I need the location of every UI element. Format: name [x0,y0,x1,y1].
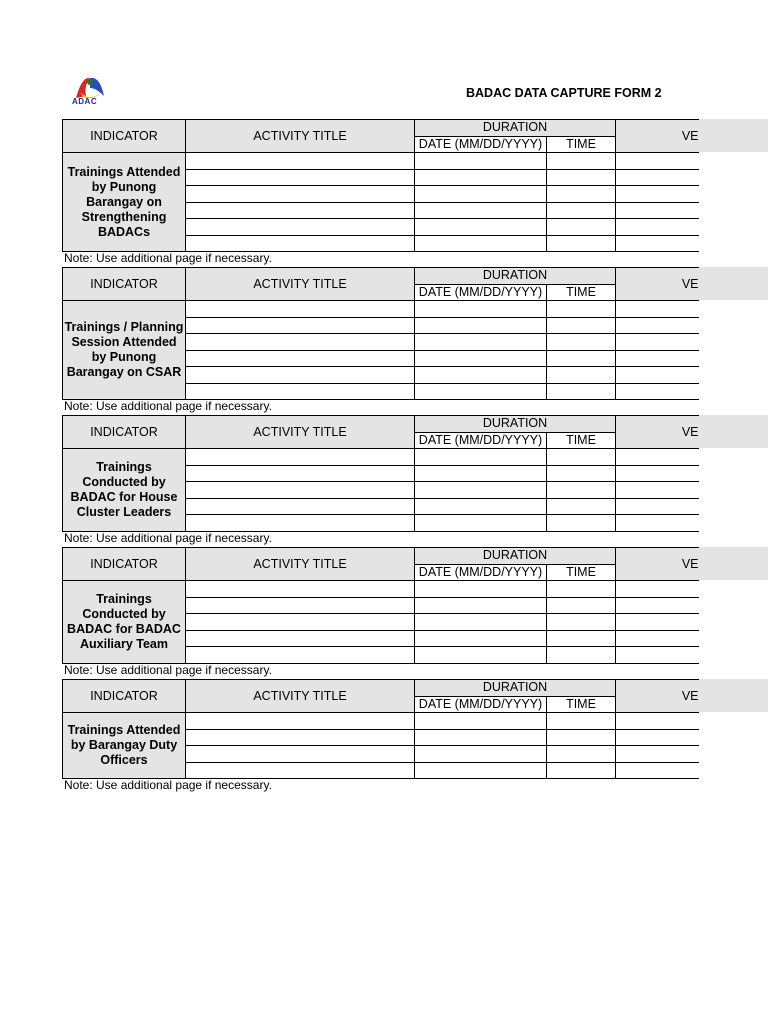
verification-field[interactable] [616,301,699,318]
section-5 [62,679,699,779]
verification-field[interactable] [616,449,699,466]
date-header: DATE (MM/DD/YYYY) [415,564,547,581]
verification-field[interactable] [616,614,699,631]
verification-header: VE [616,680,699,713]
verification-field[interactable] [616,762,699,779]
verification-field[interactable] [616,219,699,236]
logo-text: ADAC [72,97,98,106]
date-field[interactable] [415,317,547,334]
time-field[interactable] [547,614,616,631]
time-field[interactable] [547,334,616,351]
activity-title-field[interactable] [186,581,415,598]
verification-field[interactable] [616,383,699,400]
verification-field[interactable] [616,630,699,647]
time-field[interactable] [547,482,616,499]
date-field[interactable] [415,465,547,482]
date-field[interactable] [415,153,547,170]
activity-title-field[interactable] [186,729,415,746]
verification-field[interactable] [616,317,699,334]
indicator-header: INDICATOR [63,548,186,581]
time-field[interactable] [547,301,616,318]
time-header: TIME [547,284,616,301]
date-field[interactable] [415,202,547,219]
verification-field[interactable] [616,235,699,252]
verification-header: VE [616,268,699,301]
verification-field[interactable] [616,746,699,763]
section-2 [62,267,699,400]
activity-title-field[interactable] [186,465,415,482]
indicator-cell: Trainings / Planning Session Attended by Punong Barangay on CSAR [63,301,186,400]
verification-field[interactable] [616,334,699,351]
activity-title-field[interactable] [186,186,415,203]
verification-field[interactable] [616,515,699,532]
date-field[interactable] [415,449,547,466]
date-field[interactable] [415,219,547,236]
verification-header: VE [616,416,699,449]
verification-field[interactable] [616,465,699,482]
section-2-header-strip [698,267,768,300]
time-header: TIME [547,432,616,449]
section-5-header-strip [698,679,768,712]
time-field[interactable] [547,317,616,334]
section-3 [62,415,699,532]
activity-title-field[interactable] [186,169,415,186]
verification-field[interactable] [616,169,699,186]
time-field[interactable] [547,515,616,532]
indicator-cell: Trainings Attended by Barangay Duty Officers [63,713,186,779]
activity-title-header: ACTIVITY TITLE [186,268,415,301]
date-header: DATE (MM/DD/YYYY) [415,432,547,449]
activity-title-field[interactable] [186,597,415,614]
activity-title-header: ACTIVITY TITLE [186,548,415,581]
indicator-header: INDICATOR [63,120,186,153]
activity-title-field[interactable] [186,202,415,219]
date-header: DATE (MM/DD/YYYY) [415,136,547,153]
time-field[interactable] [547,465,616,482]
duration-header: DURATION [415,416,616,433]
activity-title-field[interactable] [186,498,415,515]
time-header: TIME [547,136,616,153]
time-field[interactable] [547,630,616,647]
time-field[interactable] [547,219,616,236]
date-field[interactable] [415,614,547,631]
note-text: Note: Use additional page if necessary. [64,663,272,677]
activity-title-field[interactable] [186,762,415,779]
activity-title-field[interactable] [186,482,415,499]
section-1-table [62,119,699,252]
duration-header: DURATION [415,120,616,137]
activity-title-field[interactable] [186,334,415,351]
time-field[interactable] [547,597,616,614]
date-field[interactable] [415,350,547,367]
date-field[interactable] [415,334,547,351]
time-header: TIME [547,564,616,581]
date-field[interactable] [415,498,547,515]
activity-title-field[interactable] [186,219,415,236]
activity-title-field[interactable] [186,630,415,647]
indicator-header: INDICATOR [63,268,186,301]
time-field[interactable] [547,449,616,466]
time-header: TIME [547,696,616,713]
verification-field[interactable] [616,186,699,203]
section-3-header-strip [698,415,768,448]
date-field[interactable] [415,515,547,532]
date-field[interactable] [415,169,547,186]
date-field[interactable] [415,630,547,647]
indicator-header: INDICATOR [63,416,186,449]
activity-title-field[interactable] [186,153,415,170]
activity-title-field[interactable] [186,515,415,532]
duration-header: DURATION [415,548,616,565]
date-field[interactable] [415,713,547,730]
date-field[interactable] [415,597,547,614]
activity-title-field[interactable] [186,746,415,763]
date-field[interactable] [415,235,547,252]
activity-title-field[interactable] [186,647,415,664]
date-field[interactable] [415,647,547,664]
time-field[interactable] [547,186,616,203]
date-header: DATE (MM/DD/YYYY) [415,696,547,713]
time-field[interactable] [547,729,616,746]
time-field[interactable] [547,498,616,515]
activity-title-field[interactable] [186,301,415,318]
verification-field[interactable] [616,498,699,515]
time-field[interactable] [547,367,616,384]
section-3-table [62,415,699,532]
activity-title-header: ACTIVITY TITLE [186,416,415,449]
activity-title-field[interactable] [186,367,415,384]
verification-field[interactable] [616,597,699,614]
activity-title-field[interactable] [186,383,415,400]
activity-title-field[interactable] [186,449,415,466]
time-field[interactable] [547,153,616,170]
section-2-table [62,267,699,400]
activity-title-field[interactable] [186,614,415,631]
verification-field[interactable] [616,153,699,170]
note-text: Note: Use additional page if necessary. [64,531,272,545]
time-field[interactable] [547,169,616,186]
verification-field[interactable] [616,729,699,746]
date-field[interactable] [415,301,547,318]
time-field[interactable] [547,762,616,779]
verification-header: VE [616,548,699,581]
date-field[interactable] [415,762,547,779]
date-field[interactable] [415,729,547,746]
date-field[interactable] [415,186,547,203]
verification-field[interactable] [616,350,699,367]
time-field[interactable] [547,746,616,763]
indicator-cell: Trainings Conducted by BADAC for House Cluster Leaders [63,449,186,532]
activity-title-header: ACTIVITY TITLE [186,120,415,153]
section-1 [62,119,699,252]
date-field[interactable] [415,581,547,598]
activity-title-header: ACTIVITY TITLE [186,680,415,713]
time-field[interactable] [547,235,616,252]
note-text: Note: Use additional page if necessary. [64,251,272,265]
indicator-cell: Trainings Attended by Punong Barangay on Strengthening BADACs [63,153,186,252]
activity-title-field[interactable] [186,317,415,334]
indicator-header: INDICATOR [63,680,186,713]
verification-header: VE [616,120,699,153]
section-1-header-strip [698,119,768,152]
verification-field[interactable] [616,482,699,499]
duration-header: DURATION [415,268,616,285]
note-text: Note: Use additional page if necessary. [64,778,272,792]
verification-field[interactable] [616,713,699,730]
time-field[interactable] [547,713,616,730]
form-title: BADAC DATA CAPTURE FORM 2 [466,86,662,100]
activity-title-field[interactable] [186,235,415,252]
section-4 [62,547,699,664]
section-4-table [62,547,699,664]
verification-field[interactable] [616,202,699,219]
indicator-cell: Trainings Conducted by BADAC for BADAC Auxiliary Team [63,581,186,664]
activity-title-field[interactable] [186,713,415,730]
time-field[interactable] [547,202,616,219]
section-5-table [62,679,699,779]
time-field[interactable] [547,350,616,367]
activity-title-field[interactable] [186,350,415,367]
time-field[interactable] [547,383,616,400]
date-field[interactable] [415,367,547,384]
date-field[interactable] [415,383,547,400]
verification-field[interactable] [616,581,699,598]
time-field[interactable] [547,647,616,664]
duration-header: DURATION [415,680,616,697]
verification-field[interactable] [616,367,699,384]
date-field[interactable] [415,482,547,499]
date-field[interactable] [415,746,547,763]
section-4-header-strip [698,547,768,580]
note-text: Note: Use additional page if necessary. [64,399,272,413]
date-header: DATE (MM/DD/YYYY) [415,284,547,301]
verification-field[interactable] [616,647,699,664]
time-field[interactable] [547,581,616,598]
